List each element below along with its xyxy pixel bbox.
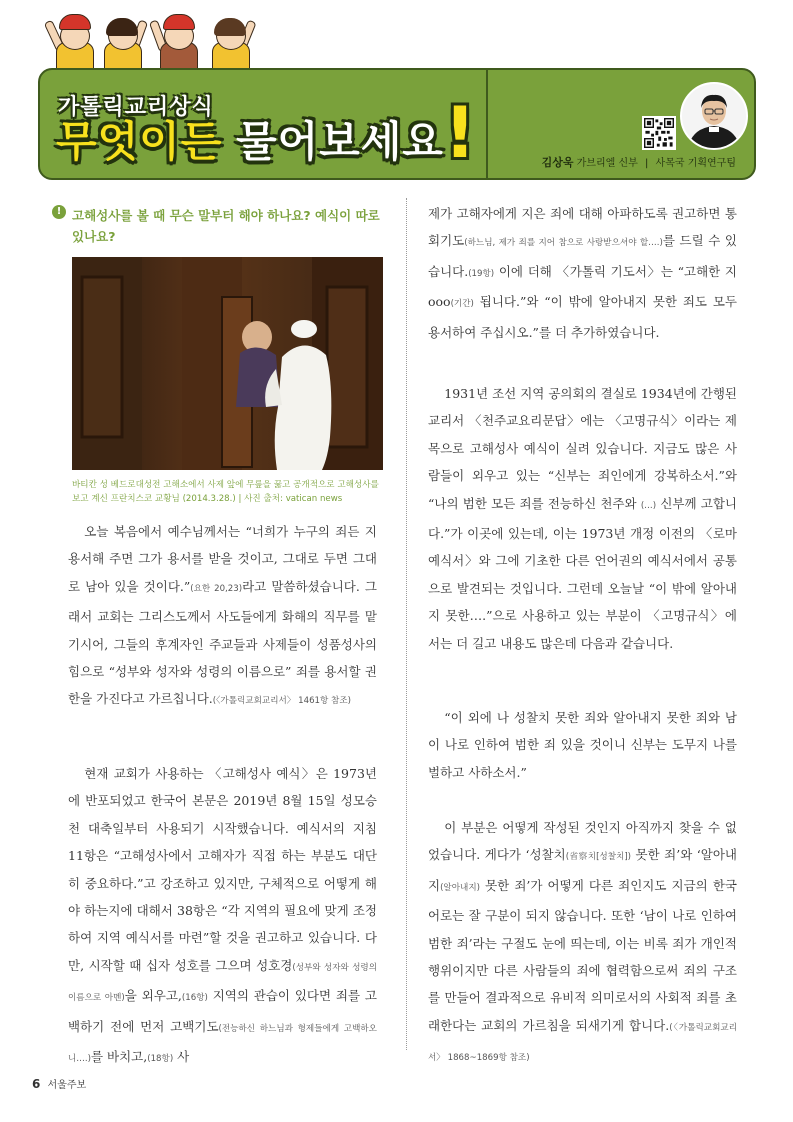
left-p2-text-d: 를 바치고, — [90, 1049, 148, 1065]
confession-photo — [72, 257, 383, 470]
author-affiliation: 사목국 기획연구팀 — [655, 158, 736, 169]
exclamation-icon: ! — [52, 205, 66, 219]
publication-name: 서울주보 — [47, 1080, 87, 1091]
left-p1-ref-1: (요한 20,23) — [190, 583, 243, 594]
left-p2-text-c: 지역의 관습이 있다면 죄를 고백하기 전에 먼저 고백기도 — [68, 988, 377, 1034]
right-p1-text-c: 이에 더해 〈가톨릭 기도서〉는 “고해한 지 ooo — [428, 263, 737, 310]
left-p2-text-b: 을 외우고, — [124, 988, 182, 1004]
right-p3-ref-1: (省察치[성찰치]) — [565, 852, 632, 863]
character-2 — [100, 6, 144, 72]
right-p3-text-b: 못한 죄’와 ‘알아내지 — [428, 847, 737, 893]
character-3 — [156, 10, 200, 72]
caption-separator: | — [238, 494, 242, 504]
right-p3-text-c: 못한 죄’가 어떻게 다른 죄인지도 지금의 한국어로는 잘 구분이 되지 않습니다. 또한 ‘남이 나로 인하여 범한 죄’라는 구절도 눈에 띄는데, 이는 비록 죄가 개인적 행위이지만 다른 사람들의 죄에 협력함으로써 죄의 구조를 만들어 결과적으로 유비적 의미로서의 사회적 죄를 초래한다는 교회의 가르침을 되새기게 합니다. — [428, 877, 737, 1033]
photo-caption — [72, 478, 383, 506]
right-p1-text-d: 됩니다.”와 “이 밖에 알아내지 못한 죄도 모두 용서하여 주십시오.”를 더 추가하였습니다. — [428, 294, 737, 340]
right-paragraph-3 — [428, 814, 737, 1073]
right-p3-ref-3: (〈가톨릭교회교리서〉 1868~1869항 참조) — [428, 1022, 737, 1064]
question-text: 고해성사를 볼 때 무슨 말부터 해야 하나요? 예식이 따로 있나요? — [72, 208, 380, 244]
right-p3-text-a: 이 부분은 어떻게 작성된 것인지 아직까지 찾을 수 없었습니다. 게다가 ‘성찰치 — [428, 820, 737, 863]
author-portrait — [680, 82, 748, 150]
author-name: 김상욱 — [541, 156, 574, 169]
left-paragraph-1 — [68, 518, 377, 716]
title-exclamation: ! — [444, 92, 476, 174]
left-p1-text-a: 오늘 복음에서 예수님께서는 “너희가 누구의 죄든 지 용서해 주면 그가 용서를 받을 것이고, 그대로 두면 그대로 남아 있을 것이다.” — [68, 524, 377, 594]
right-p1-ref-3: (기간) — [450, 299, 474, 310]
left-p2-ref-2: (16항) — [181, 993, 208, 1004]
right-paragraph-1 — [428, 200, 737, 346]
right-p2-text-b: 신부께 고합니다.”가 이곳에 있는데, 이는 1973년 개정 이전의 〈로마 예식서〉와 그에 기초한 다른 언어권의 예식서에서 공통으로 발견되는 것입니다. 그런데 오늘날 “이 밖에 알아내지 못한….”으로 사용하고 있는 부분이 〈고명규식〉에서는 더 길고 내용도 많은데 다음과 같습니다. — [428, 495, 738, 651]
right-p1-text-b: 를 드릴 수 있습니다. — [428, 233, 737, 279]
left-p2-text-a: 현재 교회가 사용하는 〈고해성사 예식〉은 1973년에 반포되었고 한국어 본문은 2019년 8월 15일 성모승천 대축일부터 사용되기 시작했습니다. 예식서의 지침 11항은 “고해성사에서 고해자가 직접 하는 부분도 대단히 중요하다.”고 강조하고 있지만, 구체적으로 어떻게 해야 하는지에 대해서 38항은 “각 지역의 필요에 맞게 조정하여 지역 예식서를 마련”할 것을 권고하고 있습니다. 다만, 시작할 때 십자 성호를 그으며 성호경 — [68, 766, 377, 973]
column-divider — [406, 198, 407, 1050]
banner-divider — [486, 70, 488, 180]
caption-text: 바티칸 성 베드로대성전 고해소에서 사제 앞에 무릎을 꿇고 공개적으로 고해성사를 보고 계신 프란치스코 교황님 — [72, 480, 379, 504]
left-p2-ref-1: (성부와 성자와 성령의 이름으로 아멘) — [68, 962, 378, 1004]
right-quote: “이 외에 나 성찰치 못한 죄와 알아내지 못한 죄와 남이 나로 인하여 범한 죄 있을 것이니 신부는 도무지 나를 벌하고 사하소서.” — [428, 710, 737, 780]
character-1 — [52, 10, 96, 72]
right-p3-ref-2: (알아내지) — [440, 882, 480, 893]
title-banner — [38, 68, 756, 180]
right-p2-text-a: 1931년 조선 지역 공의회의 결실로 1934년에 간행된 교리서 〈천주교요리문답〉에는 〈고명규식〉이라는 제목으로 고해성사 예식이 실려 있습니다. 지금도 많은 사람들이 외우고 있는 “신부는 죄인에게 강복하소서.”와 “나의 범한 모든 죄를 전능하신 천주와 — [428, 386, 737, 511]
left-p1-ref-2: (〈가톨릭교회교리서〉 1461항 참조) — [212, 696, 351, 707]
caption-date: (2014.3.28.) — [182, 494, 236, 504]
left-paragraph-2 — [68, 760, 377, 1073]
caption-credit: 사진 출처: vatican news — [244, 494, 343, 504]
author-byline: 김상욱 가브리엘 신부 | 사목국 기획연구팀 — [541, 156, 736, 169]
page-number: 6 — [32, 1077, 41, 1091]
left-p2-text-e: 사 — [173, 1049, 190, 1065]
page-footer — [32, 1076, 86, 1091]
qr-code-icon[interactable] — [642, 116, 676, 150]
right-p1-text-a: 제가 고해자에게 지은 죄에 대해 아파하도록 권고하면 통회기도 — [428, 206, 737, 249]
right-p2-ellipsis: (…) — [640, 500, 657, 511]
right-p1-ref-1: (하느님, 제가 죄를 지어 참으로 사랑받으셔야 할….) — [464, 238, 663, 249]
author-role: 가브리엘 신부 — [576, 158, 638, 169]
left-p2-ref-4: (18항) — [147, 1054, 174, 1065]
question-block — [52, 205, 388, 247]
cartoon-characters-illustration — [52, 6, 262, 72]
main-title-part-2: 물어보세요 — [236, 117, 444, 166]
right-p1-ref-2: (19항) — [468, 268, 495, 279]
main-title-part-1: 무엇이든 — [56, 117, 223, 166]
left-p1-text-b: 라고 말씀하셨습니다. 그래서 교회는 그리스도께서 사도들에게 화해의 직무를 맡기시어, 그들의 후계자인 주교들과 사제들이 성품성사의 힘으로 “성부와 성자와 성령의 이름으로” 죄를 용서할 권한을 가진다고 가르칩니다. — [68, 578, 377, 707]
right-paragraph-2 — [428, 380, 737, 657]
series-title: 가톨릭교리상식 — [58, 95, 214, 120]
character-4 — [208, 12, 252, 72]
left-p2-ref-3: (전능하신 하느님과 형제들에게 고백하오니….) — [68, 1023, 377, 1065]
